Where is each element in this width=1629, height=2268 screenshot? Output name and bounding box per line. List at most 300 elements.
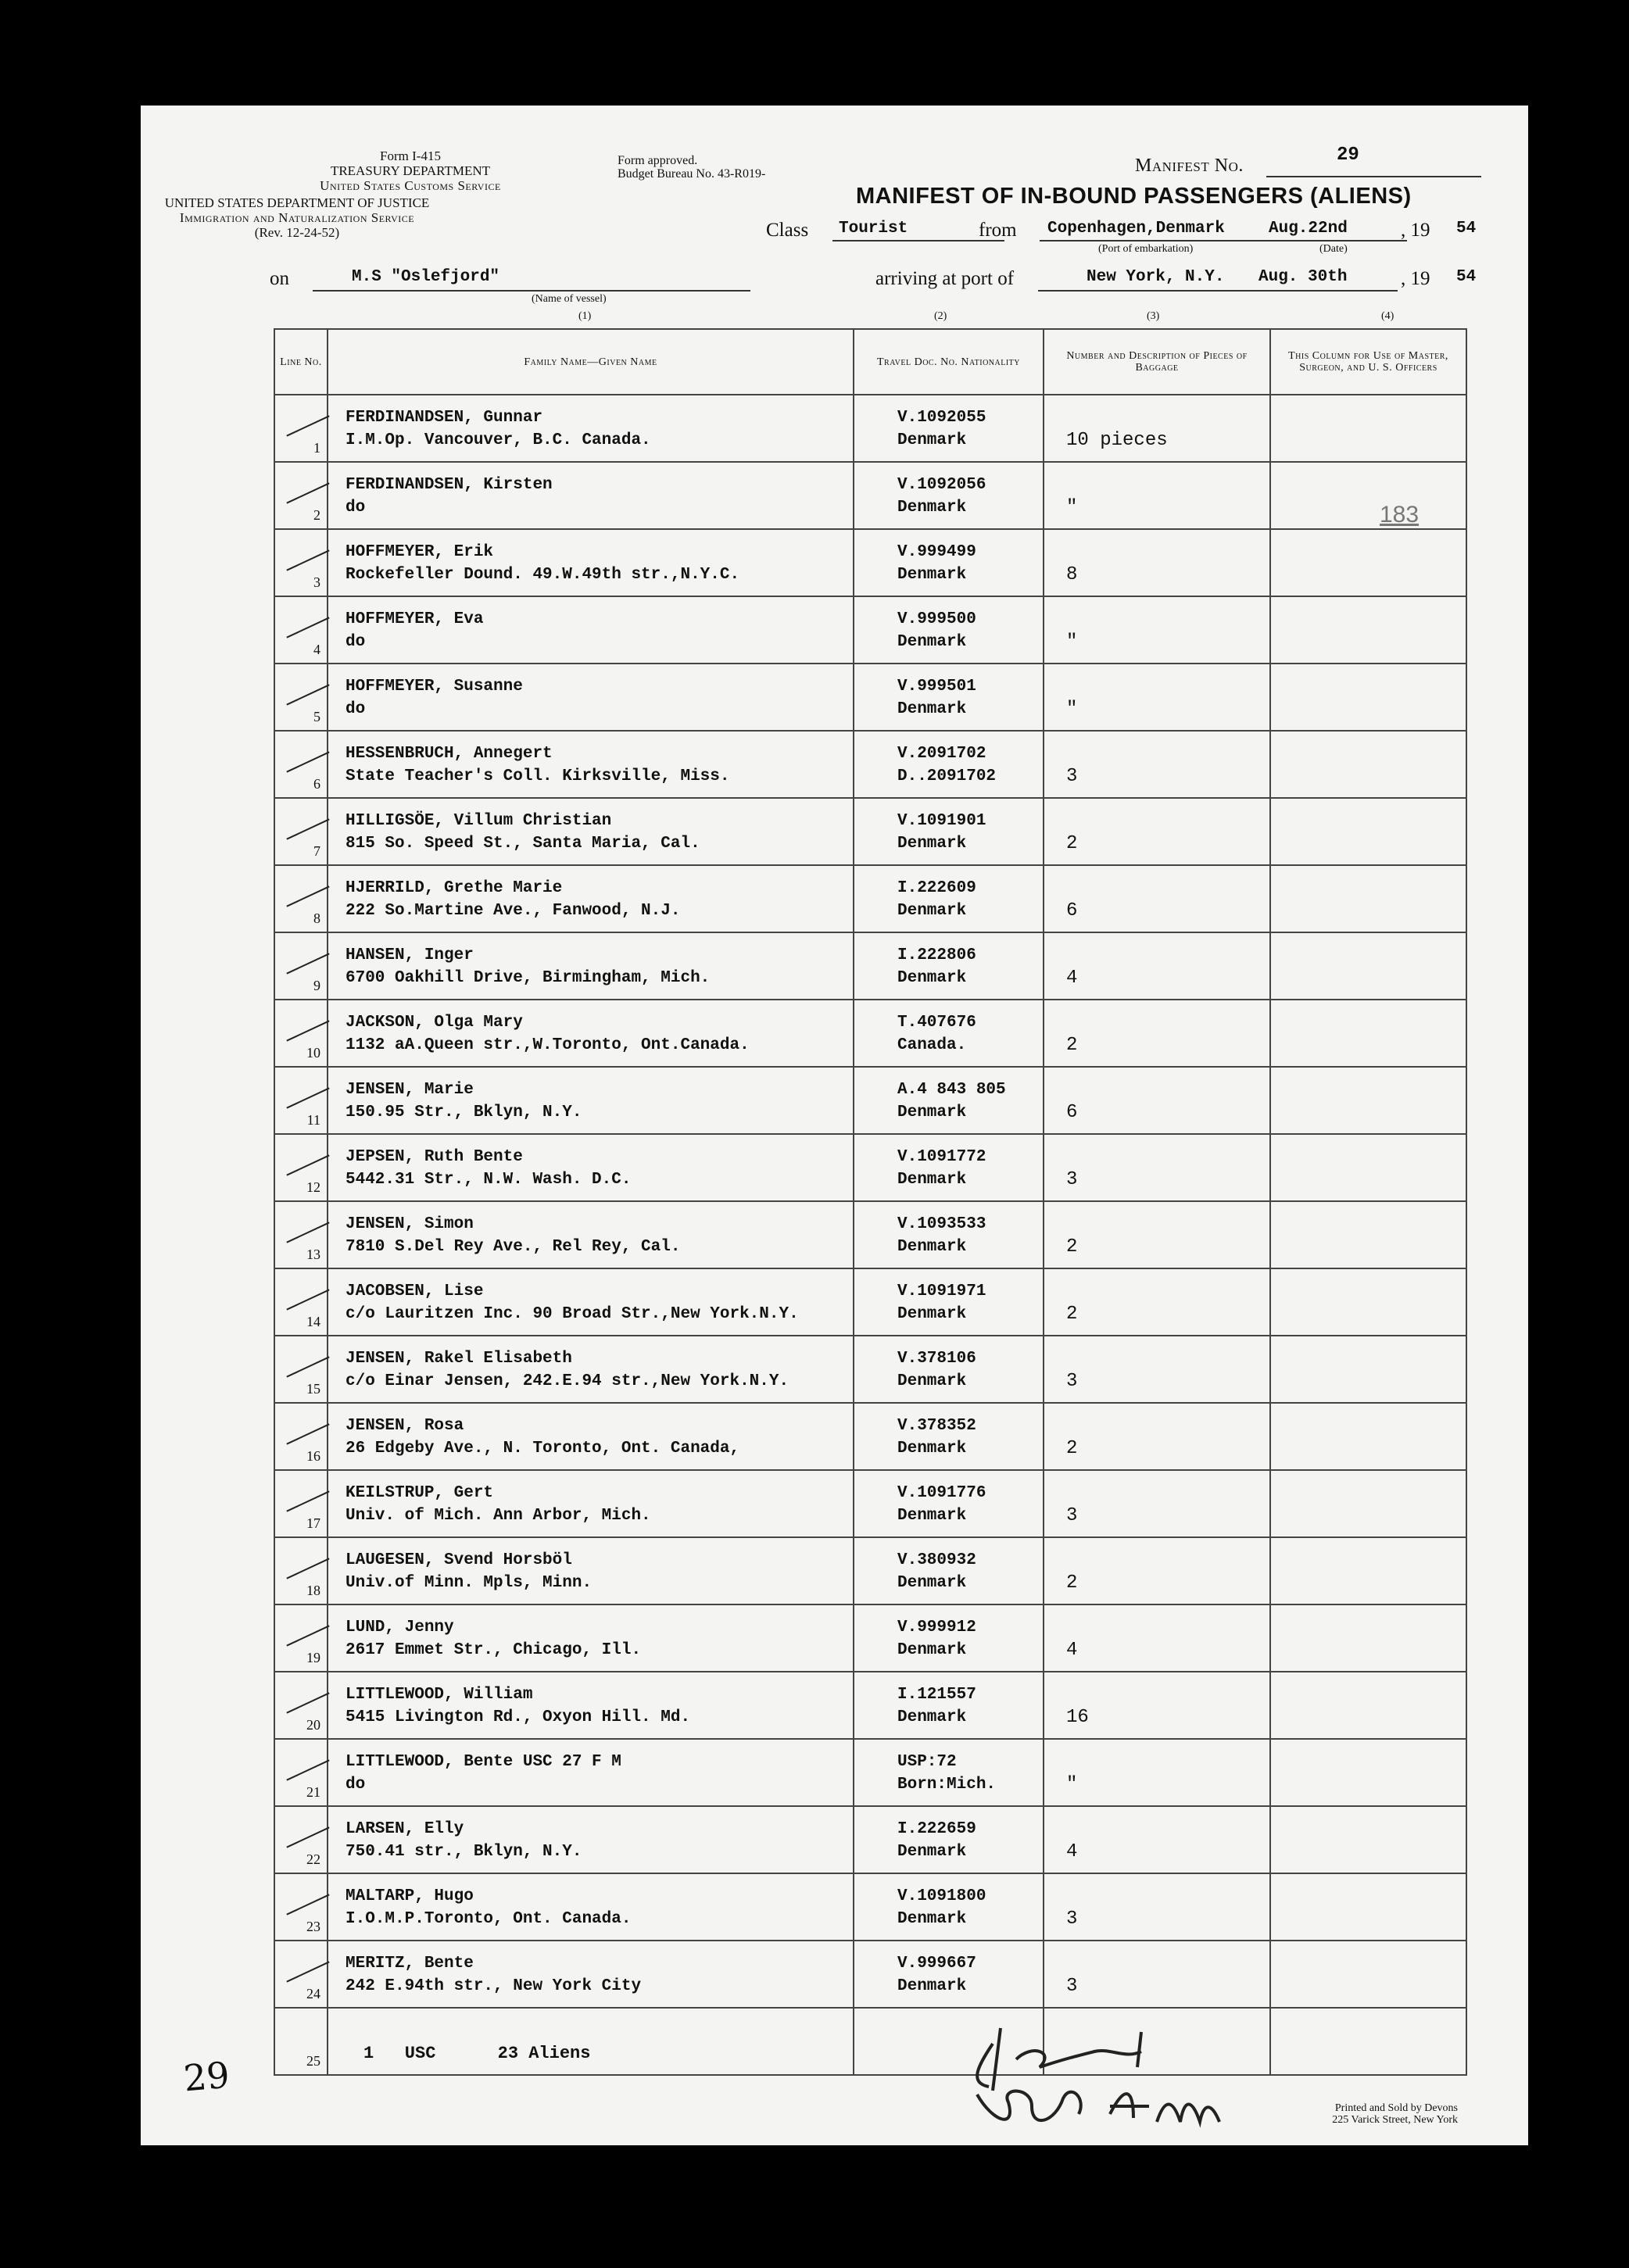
baggage-cell (1044, 1067, 1270, 1134)
travel-doc-cell (854, 731, 1044, 798)
officer-use-cell (1270, 1000, 1466, 1067)
travel-doc-number: V.378352 (897, 1417, 976, 1435)
baggage-cell (1044, 1201, 1270, 1268)
travel-doc-cell (854, 1604, 1044, 1672)
travel-doc-cell (854, 1537, 1044, 1604)
name-cell (328, 1201, 854, 1268)
passenger-name: MERITZ, Bente (345, 1955, 474, 1973)
passenger-address: Univ.of Minn. Mpls, Minn. (345, 1574, 593, 1592)
baggage-cell (1044, 798, 1270, 865)
passenger-address: 1132 aA.Queen str.,W.Toronto, Ont.Canada. (345, 1036, 750, 1054)
officer-use-cell (1270, 932, 1466, 1000)
check-mark (286, 1154, 329, 1175)
arrival-date: Aug. 30th (1258, 268, 1348, 286)
on-label: on (270, 268, 289, 289)
header-baggage: Number and Description of Pieces of Baggage (1044, 329, 1270, 395)
officer-use-cell (1270, 1268, 1466, 1336)
baggage-count: " (1066, 1774, 1078, 1795)
passenger-name: HJERRILD, Grethe Marie (345, 879, 563, 897)
officer-use-cell (1270, 1537, 1466, 1604)
baggage-count: 2 (1066, 1572, 1078, 1594)
check-mark (286, 1961, 329, 1982)
travel-doc-cell (854, 395, 1044, 462)
line-number: 12 (306, 1179, 320, 1195)
table-row (274, 1739, 1466, 1806)
line-number: 1 (313, 440, 320, 456)
travel-doc-cell (854, 1873, 1044, 1941)
passenger-address: do (345, 633, 366, 651)
nationality: Denmark (897, 566, 967, 584)
revision: (Rev. 12-24-52) (254, 225, 340, 240)
nationality: Denmark (897, 499, 967, 517)
name-cell (328, 1470, 854, 1537)
margin-note: 29 (181, 2053, 231, 2100)
baggage-cell (1044, 1806, 1270, 1873)
travel-doc-number: V.1091971 (897, 1282, 986, 1300)
port-of-embarkation: Copenhagen,Denmark (1047, 220, 1225, 238)
passenger-name: JENSEN, Rakel Elisabeth (345, 1350, 572, 1368)
line-number-cell (274, 395, 328, 462)
nationality: Denmark (897, 1708, 967, 1726)
passenger-name: HOFFMEYER, Erik (345, 543, 494, 561)
nationality: Canada. (897, 1036, 967, 1054)
officer-use-cell (1270, 1806, 1466, 1873)
printer-line-1: Printed and Sold by Devons (1334, 2102, 1458, 2114)
baggage-count: 2 (1066, 1035, 1078, 1056)
travel-doc-number: I.222659 (897, 1820, 976, 1838)
nationality: Denmark (897, 1372, 967, 1390)
travel-doc-number: T.407676 (897, 1014, 976, 1032)
line-number-cell (274, 1537, 328, 1604)
name-cell (328, 395, 854, 462)
travel-doc-cell (854, 1672, 1044, 1739)
class-label: Class (766, 220, 809, 241)
baggage-count: 4 (1066, 968, 1078, 989)
line-number-cell (274, 798, 328, 865)
name-cell (328, 529, 854, 596)
passenger-name: JENSEN, Simon (345, 1215, 474, 1233)
check-mark (286, 1625, 329, 1646)
port-caption: (Port of embarkation) (1098, 243, 1194, 255)
arrival-port: New York, N.Y. (1087, 268, 1225, 286)
line-number: 13 (306, 1247, 320, 1262)
passenger-name: JENSEN, Marie (345, 1081, 474, 1099)
baggage-cell (1044, 1403, 1270, 1470)
check-mark (286, 751, 329, 772)
header-name: Family Name—Given Name (328, 329, 854, 395)
line-number: 8 (313, 910, 320, 926)
officer-use-cell (1270, 1672, 1466, 1739)
name-cell (328, 596, 854, 664)
passenger-name: FERDINANDSEN, Gunnar (345, 409, 543, 427)
baggage-count: 3 (1066, 1505, 1078, 1526)
line-number-cell (274, 1739, 328, 1806)
baggage-cell (1044, 932, 1270, 1000)
check-mark (286, 885, 329, 907)
travel-doc-cell (854, 1739, 1044, 1806)
table-row (274, 731, 1466, 798)
baggage-count: 2 (1066, 1236, 1078, 1257)
baggage-cell (1044, 1134, 1270, 1201)
travel-doc-number: I.222609 (897, 879, 976, 897)
baggage-count: 4 (1066, 1841, 1078, 1862)
name-cell (328, 932, 854, 1000)
nationality: Denmark (897, 835, 967, 853)
officer-use-cell (1270, 1604, 1466, 1672)
totals-line: 1 USC 23 Aliens (363, 2044, 591, 2063)
baggage-count: 2 (1066, 833, 1078, 854)
line-number-cell (274, 1604, 328, 1672)
name-cell (328, 1067, 854, 1134)
passenger-name: LITTLEWOOD, Bente USC 27 F M (345, 1753, 621, 1771)
passenger-name: JEPSEN, Ruth Bente (345, 1148, 523, 1166)
travel-doc-number: V.1092055 (897, 409, 986, 427)
nationality: Denmark (897, 431, 967, 449)
officer-use-cell (1270, 596, 1466, 664)
check-mark (286, 1087, 329, 1108)
baggage-count: 4 (1066, 1640, 1078, 1661)
passenger-address: 26 Edgeby Ave., N. Toronto, Ont. Canada, (345, 1440, 740, 1458)
travel-doc-number: V.999499 (897, 543, 976, 561)
line-number-cell (274, 1470, 328, 1537)
travel-doc-number: V.1093533 (897, 1215, 986, 1233)
check-mark (286, 415, 329, 436)
officer-use-cell (1270, 1873, 1466, 1941)
passenger-address: 5442.31 Str., N.W. Wash. D.C. (345, 1171, 632, 1189)
officer-use-cell (1270, 664, 1466, 731)
passenger-name: LUND, Jenny (345, 1619, 454, 1637)
line-number: 19 (306, 1650, 320, 1665)
column-number-2: (2) (934, 310, 947, 322)
date-caption: (Date) (1319, 243, 1348, 255)
nationality: Denmark (897, 1238, 967, 1256)
passenger-name: LAUGESEN, Svend Horsböl (345, 1551, 572, 1569)
officer-use-cell (1270, 1201, 1466, 1268)
passenger-address: c/o Einar Jensen, 242.E.94 str.,New York.N.Y. (345, 1372, 789, 1390)
check-mark (286, 1558, 329, 1579)
baggage-count: 2 (1066, 1304, 1078, 1325)
column-number-3: (3) (1147, 310, 1160, 322)
passenger-address: Univ. of Mich. Ann Arbor, Mich. (345, 1507, 651, 1525)
line-number: 11 (306, 1112, 320, 1128)
travel-doc-cell (854, 529, 1044, 596)
table-row (274, 1941, 1466, 2008)
name-cell (328, 2008, 854, 2075)
baggage-cell (1044, 1000, 1270, 1067)
nationality: Denmark (897, 1641, 967, 1659)
baggage-cell (1044, 1537, 1270, 1604)
passenger-address: 150.95 Str., Bklyn, N.Y. (345, 1104, 582, 1121)
passenger-name: LARSEN, Elly (345, 1820, 464, 1838)
passenger-name: LITTLEWOOD, William (345, 1686, 533, 1704)
name-cell (328, 1806, 854, 1873)
line-number-cell (274, 1873, 328, 1941)
line-number-cell (274, 1134, 328, 1201)
officer-stamp-number: 183 (1380, 502, 1420, 528)
name-cell (328, 1873, 854, 1941)
baggage-count: 6 (1066, 900, 1078, 921)
table-row (274, 1604, 1466, 1672)
baggage-cell (1044, 462, 1270, 529)
officer-use-cell (1270, 529, 1466, 596)
passenger-address: do (345, 1776, 366, 1794)
travel-doc-number: V.999500 (897, 610, 976, 628)
check-mark (286, 818, 329, 839)
travel-doc-number: V.1091772 (897, 1148, 986, 1166)
line-number: 23 (306, 1919, 320, 1934)
line-number: 3 (313, 574, 320, 590)
line-number-cell (274, 462, 328, 529)
baggage-cell (1044, 731, 1270, 798)
column-number-1: (1) (578, 310, 592, 322)
travel-doc-cell (854, 1067, 1044, 1134)
nationality: Denmark (897, 902, 967, 920)
officer-use-cell (1270, 1336, 1466, 1403)
check-mark (286, 953, 329, 974)
travel-doc-number: V.999912 (897, 1619, 976, 1637)
passenger-address: I.M.Op. Vancouver, B.C. Canada. (345, 431, 651, 449)
nationality: Denmark (897, 1171, 967, 1189)
line-number: 5 (313, 709, 320, 724)
travel-doc-number: I.121557 (897, 1686, 976, 1704)
travel-doc-cell (854, 1336, 1044, 1403)
line-number-cell (274, 1403, 328, 1470)
manifest-number: 29 (1337, 145, 1359, 166)
passenger-address: 5415 Livington Rd., Oxyon Hill. Md. (345, 1708, 691, 1726)
travel-doc-number: V.1092056 (897, 476, 986, 494)
officer-use-cell (1270, 1941, 1466, 2008)
nationality: D..2091702 (897, 767, 997, 785)
name-cell (328, 1604, 854, 1672)
nationality: Denmark (897, 1305, 967, 1323)
baggage-count: 8 (1066, 564, 1078, 585)
passenger-name: FERDINANDSEN, Kirsten (345, 476, 553, 494)
travel-doc-cell (854, 1134, 1044, 1201)
baggage-cell (1044, 1672, 1270, 1739)
travel-doc-number: USP:72 (897, 1753, 957, 1771)
table-row (274, 1403, 1466, 1470)
line-number: 2 (313, 507, 320, 523)
officer-use-cell (1270, 798, 1466, 865)
travel-doc-number: V.1091901 (897, 812, 986, 830)
name-cell (328, 1941, 854, 2008)
passenger-address: 242 E.94th str., New York City (345, 1977, 642, 1995)
nationality: Denmark (897, 1977, 967, 1995)
printer-line-2: 225 Varick Street, New York (1332, 2114, 1458, 2126)
travel-doc-cell (854, 1806, 1044, 1873)
baggage-cell (1044, 1470, 1270, 1537)
table-row (274, 529, 1466, 596)
travel-doc-cell (854, 865, 1044, 932)
check-mark (286, 1759, 329, 1780)
travel-doc-number: V.999667 (897, 1955, 976, 1973)
passenger-address: c/o Lauritzen Inc. 90 Broad Str.,New York.N.Y. (345, 1305, 799, 1323)
name-cell (328, 1336, 854, 1403)
line-number: 7 (313, 843, 320, 859)
officer-use-cell (1270, 462, 1466, 529)
manifest-no-line (1266, 176, 1481, 177)
travel-doc-cell (854, 664, 1044, 731)
nationality: Denmark (897, 1104, 967, 1121)
year-suffix-1: 54 (1456, 220, 1477, 238)
form-header (133, 148, 618, 240)
table-row (274, 1000, 1466, 1067)
nationality: Denmark (897, 1910, 967, 1928)
table-row (274, 1537, 1466, 1604)
table-row (274, 1201, 1466, 1268)
baggage-cell (1044, 664, 1270, 731)
check-mark (286, 1222, 329, 1243)
printer-credit (1208, 2102, 1458, 2126)
vessel-name: M.S "Oslefjord" (352, 268, 500, 286)
check-mark (286, 684, 329, 705)
passenger-address: 815 So. Speed St., Santa Maria, Cal. (345, 835, 700, 853)
baggage-cell (1044, 865, 1270, 932)
table-row (274, 1134, 1466, 1201)
header-line-no: Line No. (274, 329, 328, 395)
header-travel-doc: Travel Doc. No. Nationality (854, 329, 1044, 395)
nationality: Denmark (897, 1507, 967, 1525)
baggage-cell (1044, 529, 1270, 596)
vessel-line (313, 290, 750, 292)
table-row (274, 596, 1466, 664)
line-number-cell (274, 1672, 328, 1739)
travel-doc-cell (854, 1403, 1044, 1470)
check-mark (286, 549, 329, 571)
column-number-4: (4) (1381, 310, 1394, 322)
officer-use-cell (1270, 1470, 1466, 1537)
line-number: 24 (306, 1986, 320, 2001)
name-cell (328, 1000, 854, 1067)
line-number: 14 (306, 1314, 320, 1329)
name-cell (328, 1134, 854, 1201)
officer-use-cell (1270, 1739, 1466, 1806)
baggage-count: 3 (1066, 1371, 1078, 1392)
passenger-address: 6700 Oakhill Drive, Birmingham, Mich. (345, 969, 711, 987)
baggage-cell (1044, 395, 1270, 462)
baggage-count: 3 (1066, 1169, 1078, 1190)
check-mark (286, 1356, 329, 1377)
line-number: 25 (306, 2053, 320, 2069)
name-cell (328, 865, 854, 932)
baggage-count: 6 (1066, 1102, 1078, 1123)
baggage-cell (1044, 596, 1270, 664)
check-mark (286, 482, 329, 503)
travel-doc-number: A.4 843 805 (897, 1081, 1006, 1099)
line-number: 16 (306, 1448, 320, 1464)
line-number: 10 (306, 1045, 320, 1061)
baggage-count: " (1066, 631, 1078, 653)
baggage-cell (1044, 1336, 1270, 1403)
baggage-count: 3 (1066, 1976, 1078, 1997)
name-cell (328, 798, 854, 865)
check-mark (286, 617, 329, 638)
passenger-name: HOFFMEYER, Susanne (345, 678, 523, 696)
travel-doc-cell (854, 462, 1044, 529)
travel-doc-number: V.1091776 (897, 1484, 986, 1502)
baggage-count: 3 (1066, 1908, 1078, 1930)
line-number: 21 (306, 1784, 320, 1800)
travel-doc-number: V.378106 (897, 1350, 976, 1368)
table-row (274, 462, 1466, 529)
travel-doc-cell (854, 596, 1044, 664)
name-cell (328, 731, 854, 798)
line-number-cell (274, 1067, 328, 1134)
table-row (274, 798, 1466, 865)
embarkation-date: Aug.22nd (1269, 220, 1348, 238)
page-title: MANIFEST OF IN-BOUND PASSENGERS (ALIENS) (856, 184, 1412, 209)
check-mark (286, 1490, 329, 1511)
travel-doc-cell (854, 932, 1044, 1000)
line-number-cell (274, 664, 328, 731)
name-cell (328, 1268, 854, 1336)
year-prefix-1: , 19 (1401, 220, 1430, 241)
baggage-cell (1044, 1873, 1270, 1941)
from-label: from (979, 220, 1017, 241)
nationality: Born:Mich. (897, 1776, 997, 1794)
header-officers: This Column for Use of Master, Surgeon, and U. S. Officers (1270, 329, 1466, 395)
travel-doc-cell (854, 1000, 1044, 1067)
line-number-cell (274, 1336, 328, 1403)
passenger-name: JACKSON, Olga Mary (345, 1014, 523, 1032)
baggage-count: " (1066, 699, 1078, 720)
passenger-address: Rockefeller Dound. 49.W.49th str.,N.Y.C. (345, 566, 740, 584)
line-number-cell (274, 865, 328, 932)
arrival-line (1038, 290, 1398, 292)
nationality: Denmark (897, 700, 967, 718)
customs-service: United States Customs Service (320, 178, 501, 193)
year-prefix-2: , 19 (1401, 268, 1430, 289)
line-number: 4 (313, 642, 320, 657)
passenger-table (274, 328, 1467, 2076)
nationality: Denmark (897, 969, 967, 987)
check-mark (286, 1020, 329, 1041)
name-cell (328, 1537, 854, 1604)
table-row (274, 932, 1466, 1000)
line-number: 15 (306, 1381, 320, 1397)
passenger-name: MALTARP, Hugo (345, 1887, 474, 1905)
baggage-cell (1044, 1739, 1270, 1806)
check-mark (286, 1692, 329, 1713)
table-row (274, 1067, 1466, 1134)
manifest-page (141, 106, 1528, 2145)
travel-doc-cell (854, 1470, 1044, 1537)
travel-doc-number: V.1091800 (897, 1887, 986, 1905)
travel-doc-number: V.999501 (897, 678, 976, 696)
line-number: 20 (306, 1717, 320, 1733)
passenger-address: do (345, 499, 366, 517)
baggage-cell (1044, 1604, 1270, 1672)
officer-use-cell (1270, 1067, 1466, 1134)
line-number-cell (274, 2008, 328, 2075)
table-row (274, 1268, 1466, 1336)
officer-use-cell (1270, 1134, 1466, 1201)
line-number: 6 (313, 776, 320, 792)
travel-doc-number: I.222806 (897, 946, 976, 964)
table-row (274, 1806, 1466, 1873)
travel-doc-number: V.2091702 (897, 745, 986, 763)
nationality: Denmark (897, 1574, 967, 1592)
line-number-cell (274, 1201, 328, 1268)
baggage-count: 3 (1066, 766, 1078, 787)
form-approval (618, 154, 765, 181)
vessel-caption: (Name of vessel) (532, 293, 607, 305)
check-mark (286, 1289, 329, 1310)
nationality: Denmark (897, 633, 967, 651)
line-number-cell (274, 1268, 328, 1336)
line-number: 22 (306, 1851, 320, 1867)
passenger-name: HESSENBRUCH, Annegert (345, 745, 553, 763)
